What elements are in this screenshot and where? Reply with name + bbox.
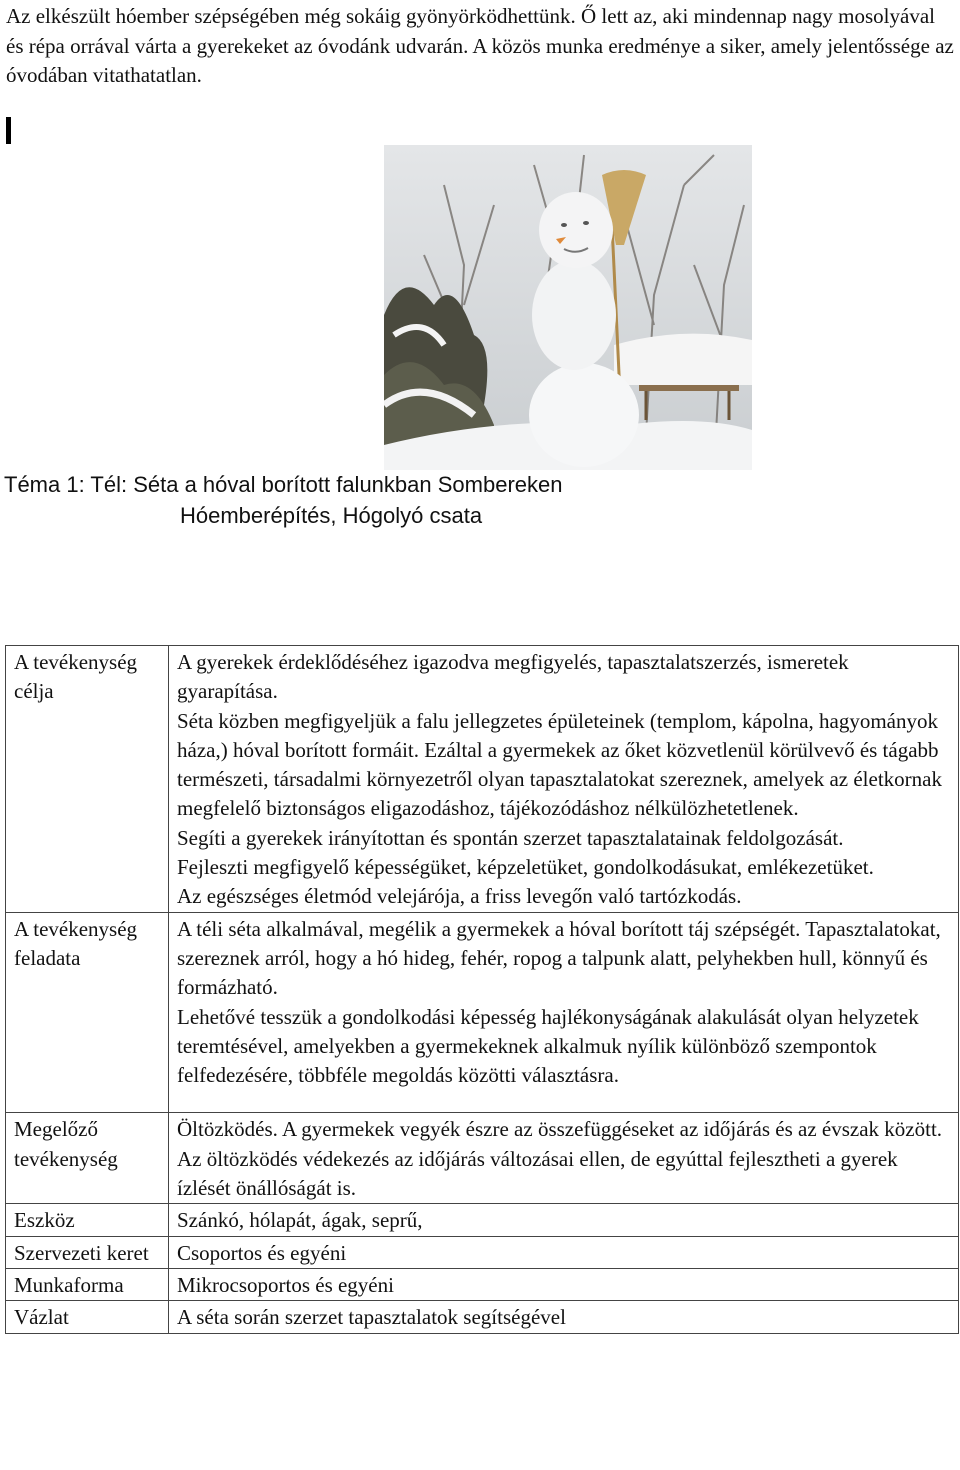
row-content [169,912,959,1113]
snowman-photo [384,145,752,470]
table-row [6,1204,959,1236]
paragraph: Az egészséges életmód velejárója, a friss levegőn való tartózkodás. [177,884,742,909]
paragraph: Csoportos és egyéni [177,1240,347,1265]
table-row [6,1236,959,1268]
table-row [6,1113,959,1204]
paragraph: Szánkó, hólapát, ágak, seprű, [177,1208,423,1233]
row-content [169,1204,959,1236]
paragraph: Séta közben megfigyeljük a falu jellegzetes épületeinek (templom, kápolna, hagyományok háza,) hóval borított formáit. Ezáltal a gyermekek az őket közvetlenül körülvevő és tágabb természeti, társadalmi környezetről olyan tapasztalatokat szereznek, amelyek az életkornak megfelelő biztonságos eligazodáshoz, tájékozódáshoz nélkülözhetetlenek. [177,708,942,821]
paragraph: Fejleszti megfigyelő képességüket, képzeletüket, gondolkodásukat, emlékezetüket. [177,855,874,880]
row-content [169,1236,959,1268]
row-label: A tevékenység célja [6,646,169,913]
activity-plan-table [5,645,959,1334]
paragraph: Segíti a gyerekek irányítottan és spontán szerzet tapasztalatainak feldolgozását. [177,825,844,850]
paragraph: Mikrocsoportos és egyéni [177,1272,394,1297]
row-label: Munkaforma [6,1268,169,1300]
table-row [6,646,959,913]
text-cursor-mark [6,117,11,144]
table-row [6,1301,959,1333]
theme-subtitle: Hóemberépítés, Hógolyó csata [180,503,483,528]
row-content [169,1301,959,1333]
paragraph: Lehetővé tesszük a gondolkodási képesség hajlékonyságának alakulását olyan helyzetek teremtésével, amelyekben a gyermekeknek alkalmuk nyílik különböző szempontok felfedezésére, többféle megoldás közötti választásra. [177,1004,919,1088]
paragraph: A gyerekek érdeklődéséhez igazodva megfigyelés, tapasztalatszerzés, ismeretek gyarapítása. [177,650,849,704]
theme-title: Téma 1: Tél: Séta a hóval borított falunkban Sombereken [4,472,563,497]
paragraph: Öltözködés. A gyermekek vegyék észre az összefüggéseket az időjárás és az évszak között. Az öltözködés védekezés az időjárás változásai ellen, de egyúttal fejlesztheti a gyerek ízlését önállóságát is. [177,1117,943,1201]
paragraph: A séta során szerzet tapasztalatok segítségével [177,1305,566,1330]
paragraph: A téli séta alkalmával, megélik a gyermekek a hóval borított táj szépségét. Tapasztalatokat, szereznek arról, hogy a hó hideg, fehér, ropog a talpunk alatt, pelyhekben hull, könnyű és formázható. [177,916,941,1000]
intro-paragraph: Az elkészült hóember szépségében még sokáig gyönyörködhettünk. Ő lett az, aki mindennap nagy mosolyával és répa orrával várta a gyerekeket az óvodánk udvarán. A közös munka eredménye a siker, amely jelentőssége az óvodában vitathatatlan. [6,4,954,87]
row-label: Szervezeti keret [6,1236,169,1268]
row-content [169,1268,959,1300]
row-label: Vázlat [6,1301,169,1333]
row-content [169,646,959,913]
row-label: A tevékenység feladata [6,912,169,1113]
row-label: Megelőző tevékenység [6,1113,169,1204]
row-label: Eszköz [6,1204,169,1236]
row-content [169,1113,959,1204]
table-row [6,1268,959,1300]
table-row [6,912,959,1113]
